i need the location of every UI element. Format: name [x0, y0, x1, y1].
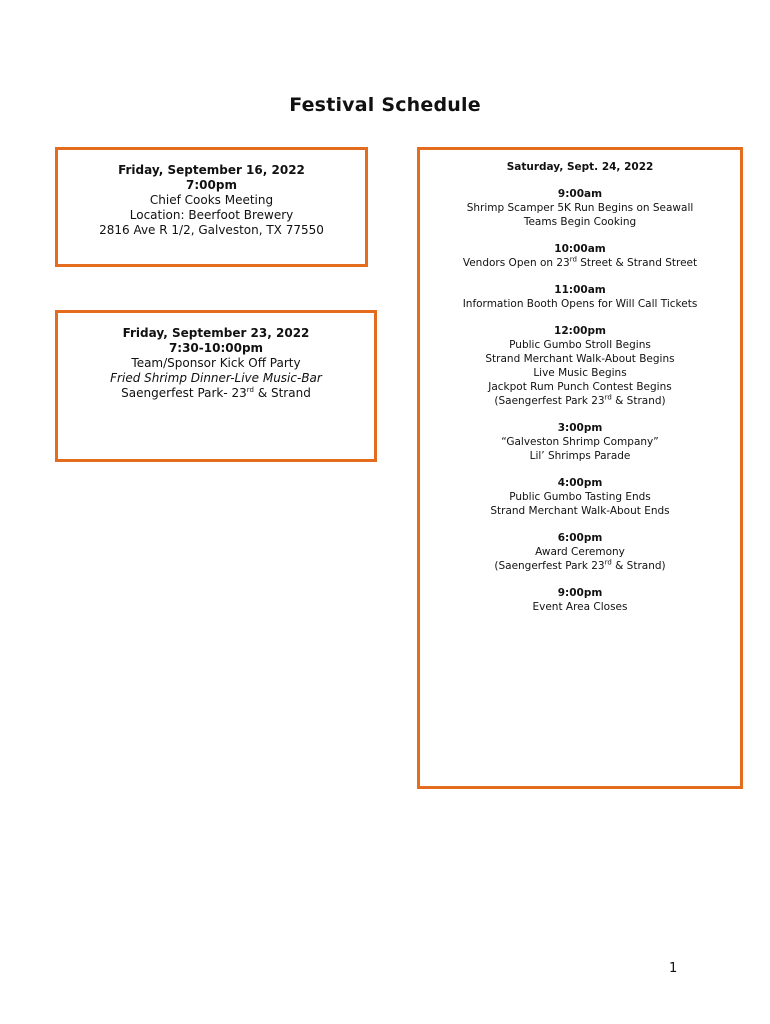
slot-activity: Public Gumbo Stroll Begins [509, 339, 651, 351]
event-details: Fried Shrimp Dinner-Live Music-Bar [110, 371, 322, 385]
schedule-slot [420, 421, 740, 463]
slot-activity: Lil’ Shrimps Parade [529, 450, 631, 462]
slot-activity: Vendors Open on 23rd Street & Strand Street [462, 255, 698, 269]
page-title: Festival Schedule [289, 94, 481, 116]
event-location: Location: Beerfoot Brewery [129, 208, 294, 222]
slot-activity: (Saengerfest Park 23rd & Strand) [494, 393, 666, 407]
slot-time: 12:00pm [554, 325, 606, 337]
slot-time: 6:00pm [557, 532, 603, 544]
slot-time: 10:00am [554, 243, 606, 255]
event-location: Saengerfest Park- 23rd & Strand [121, 386, 311, 400]
schedule-slot [420, 586, 740, 614]
slot-activity: (Saengerfest Park 23rd & Strand) [494, 558, 666, 572]
event-time: 7:30-10:00pm [168, 341, 264, 355]
schedule-slot [420, 531, 740, 573]
slot-activity: Public Gumbo Tasting Ends [509, 491, 651, 503]
slot-activity: Strand Merchant Walk-About Ends [490, 505, 670, 517]
schedule-slot [420, 476, 740, 518]
schedule-slot [420, 283, 740, 311]
page-number: 1 [669, 961, 678, 976]
event-address: 2816 Ave R 1/2, Galveston, TX 77550 [99, 223, 324, 237]
event-box-sept-16 [55, 147, 368, 267]
event-title: Team/Sponsor Kick Off Party [131, 356, 301, 370]
event-time: 7:00pm [186, 178, 237, 192]
slot-time: 4:00pm [557, 477, 603, 489]
event-date: Saturday, Sept. 24, 2022 [506, 161, 654, 173]
slot-activity: “Galveston Shrimp Company” [501, 436, 659, 448]
event-title: Chief Cooks Meeting [149, 193, 274, 207]
event-date: Friday, September 23, 2022 [122, 326, 310, 340]
event-box-sept-23 [55, 310, 377, 462]
slot-activity: Event Area Closes [532, 601, 628, 613]
slot-time: 11:00am [554, 284, 606, 296]
schedule-slot [420, 324, 740, 408]
schedule-slot [420, 242, 740, 270]
event-box-sept-24 [417, 147, 743, 789]
slot-time: 3:00pm [557, 422, 603, 434]
slot-activity: Teams Begin Cooking [523, 216, 637, 228]
slot-activity: Information Booth Opens for Will Call Tickets [462, 298, 698, 310]
slot-activity: Live Music Begins [533, 367, 627, 379]
slot-activity: Strand Merchant Walk-About Begins [485, 353, 675, 365]
slot-activity: Jackpot Rum Punch Contest Begins [488, 381, 672, 393]
schedule-slot [420, 187, 740, 229]
event-date: Friday, September 16, 2022 [118, 163, 305, 177]
slot-time: 9:00am [557, 188, 603, 200]
schedule-list [420, 187, 740, 614]
slot-activity: Shrimp Scamper 5K Run Begins on Seawall [466, 202, 694, 214]
slot-time: 9:00pm [557, 587, 603, 599]
slot-activity: Award Ceremony [535, 546, 625, 558]
